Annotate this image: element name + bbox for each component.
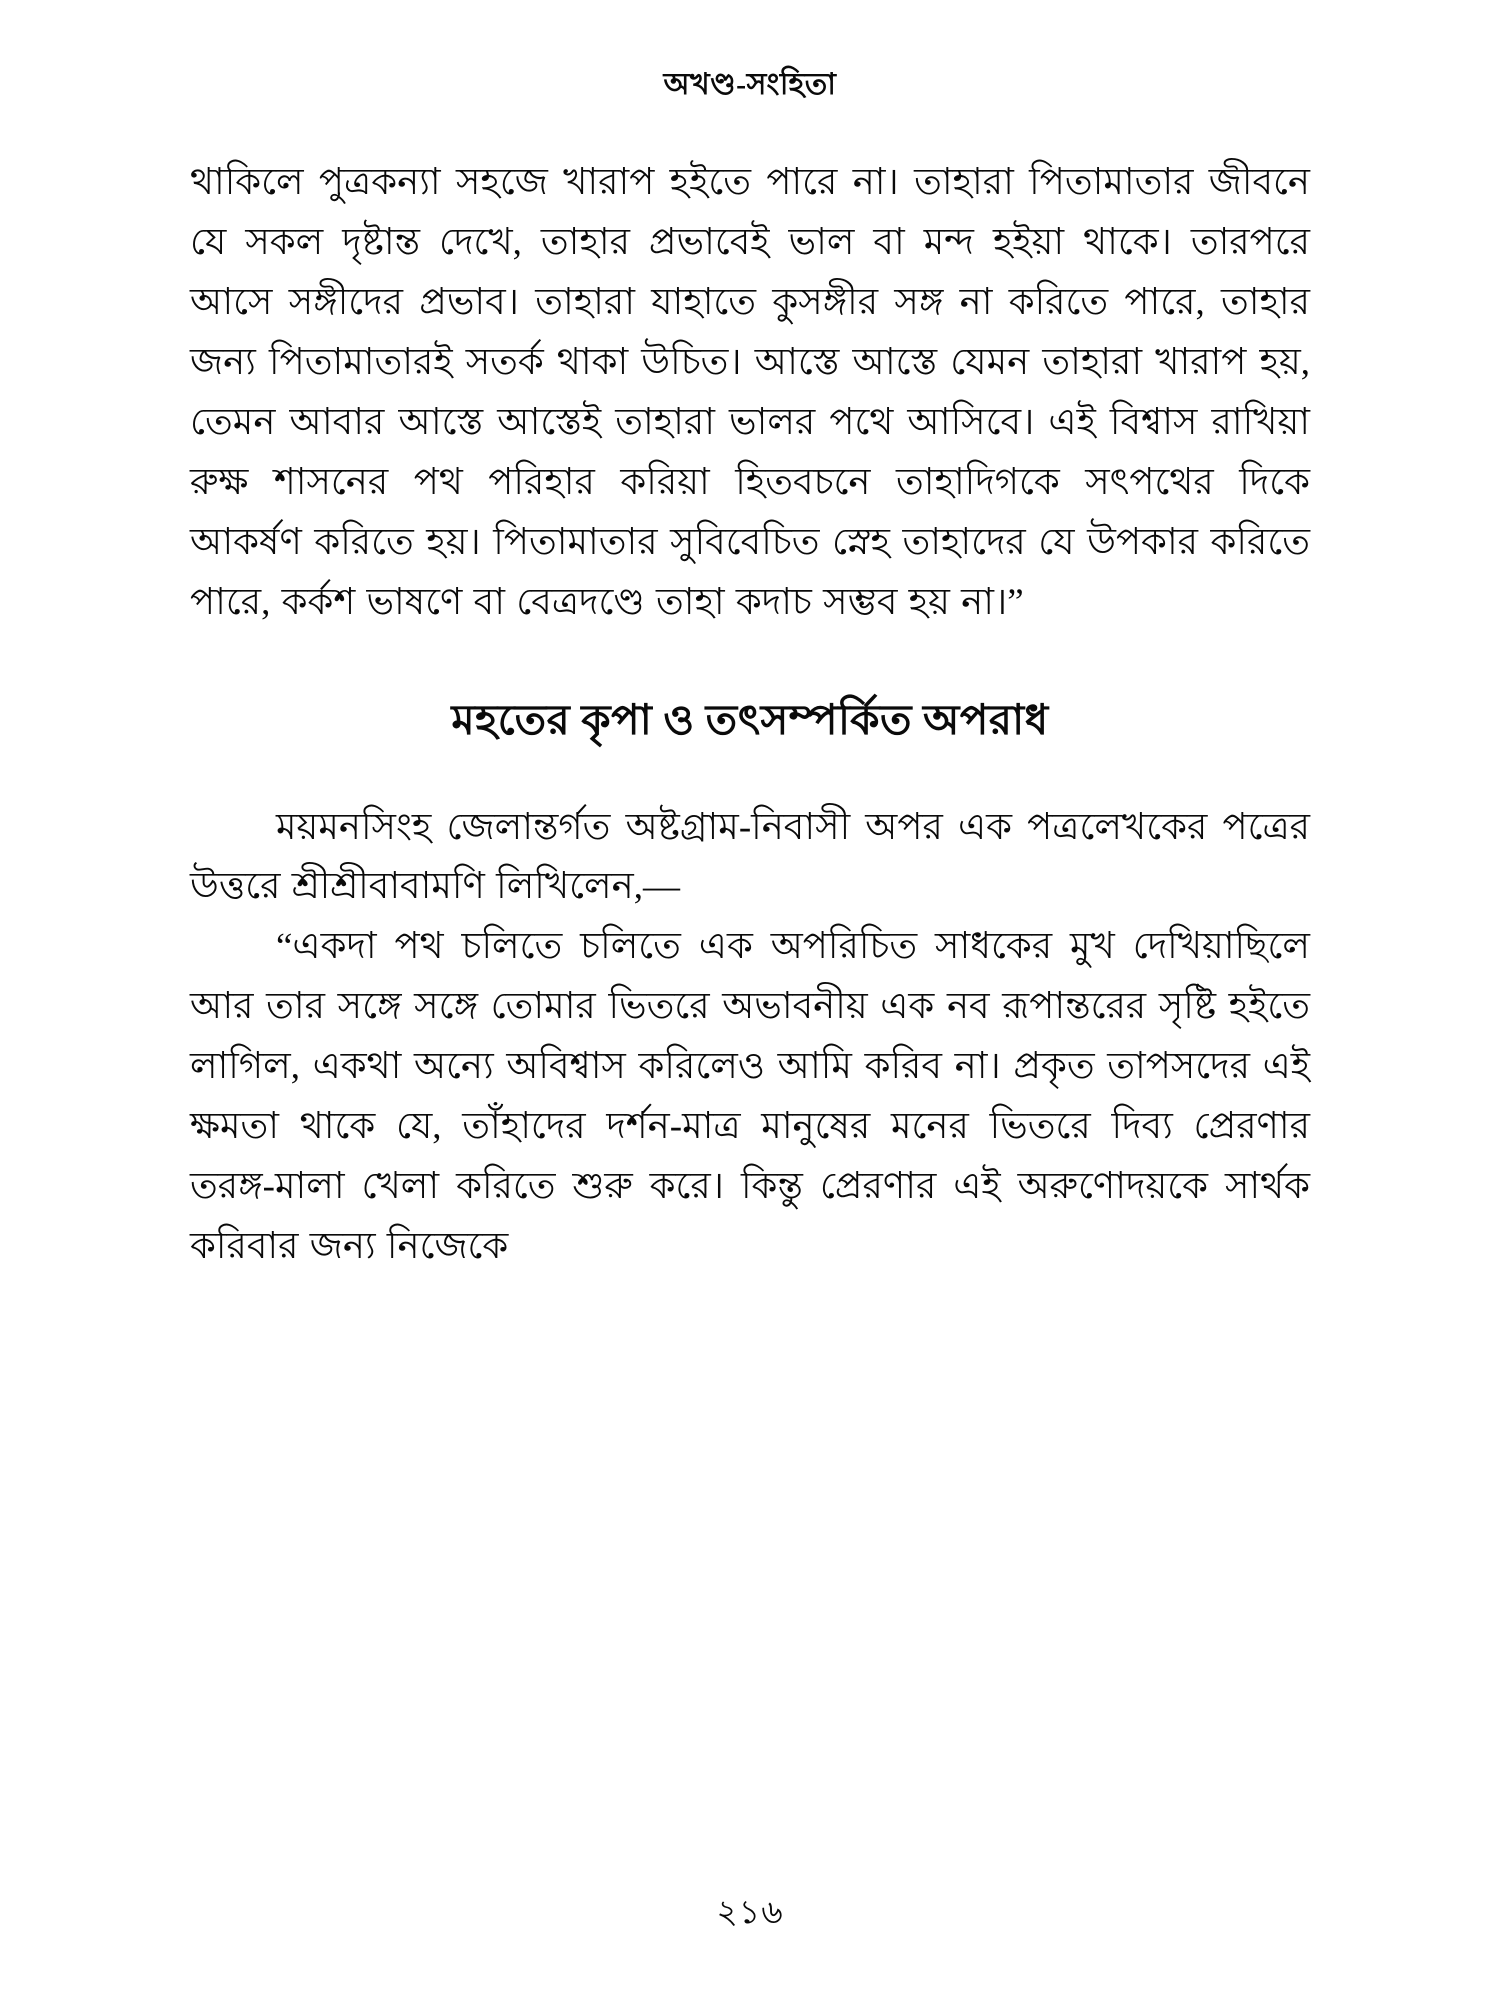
running-head: অখণ্ড-সংহিতা: [663, 68, 837, 101]
paragraph-letter-intro: ময়মনসিংহ জেলান্তর্গত অষ্টগ্রাম-নিবাসী অপর এক পত্রলেখকের পত্রের উত্তরে শ্রীশ্রীবাবামণি লিখিলেন,—: [190, 806, 1310, 908]
page-number: ২১৬: [716, 1895, 784, 1931]
page-content: [190, 60, 1310, 1277]
paragraph-continued: থাকিলে পুত্রকন্যা সহজে খারাপ হইতে পারে না। তাহারা পিতামাতার জীবনে যে সকল দৃষ্টান্ত দেখে, তাহার প্রভাবেই ভাল বা মন্দ হইয়া থাকে। তারপরে আসে সঙ্গীদের প্রভাব। তাহারা যাহাতে কুসঙ্গীর সঙ্গ না করিতে পারে, তাহার জন্য পিতামাতারই সতর্ক থাকা উচিত। আস্তে আস্তে যেমন তাহারা খারাপ হয়, তেমন আবার আস্তে আস্তেই তাহারা ভালর পথে আসিবে। এই বিশ্বাস রাখিয়া রুক্ষ শাসনের পথ পরিহার করিয়া হিতবচনে তাহাদিগকে সৎপথের দিকে আকর্ষণ করিতে হয়। পিতামাতার সুবিবেচিত স্নেহ তাহাদের যে উপকার করিতে পারে, কর্কশ ভাষণে বা বেত্রদণ্ডে তাহা কদাচ সম্ভব হয় না।”: [190, 162, 1310, 623]
paragraph-quote: “একদা পথ চলিতে চলিতে এক অপরিচিত সাধকের মুখ দেখিয়াছিলে আর তার সঙ্গে সঙ্গে তোমার ভিতরে অভাবনীয় এক নব রূপান্তরের সৃষ্টি হইতে লাগিল, একথা অন্যে অবিশ্বাস করিলেও আমি করিব না। প্রকৃত তাপসদের এই ক্ষমতা থাকে যে, তাঁহাদের দর্শন-মাত্র মানুষের মনের ভিতরে দিব্য প্রেরণার তরঙ্গ-মালা খেলা করিতে শুরু করে। কিন্তু প্রেরণার এই অরুণোদয়কে সার্থক করিবার জন্য নিজেকে: [190, 926, 1310, 1268]
section-title: মহতের কৃপা ও তৎসম্পর্কিত অপরাধ: [451, 697, 1049, 744]
